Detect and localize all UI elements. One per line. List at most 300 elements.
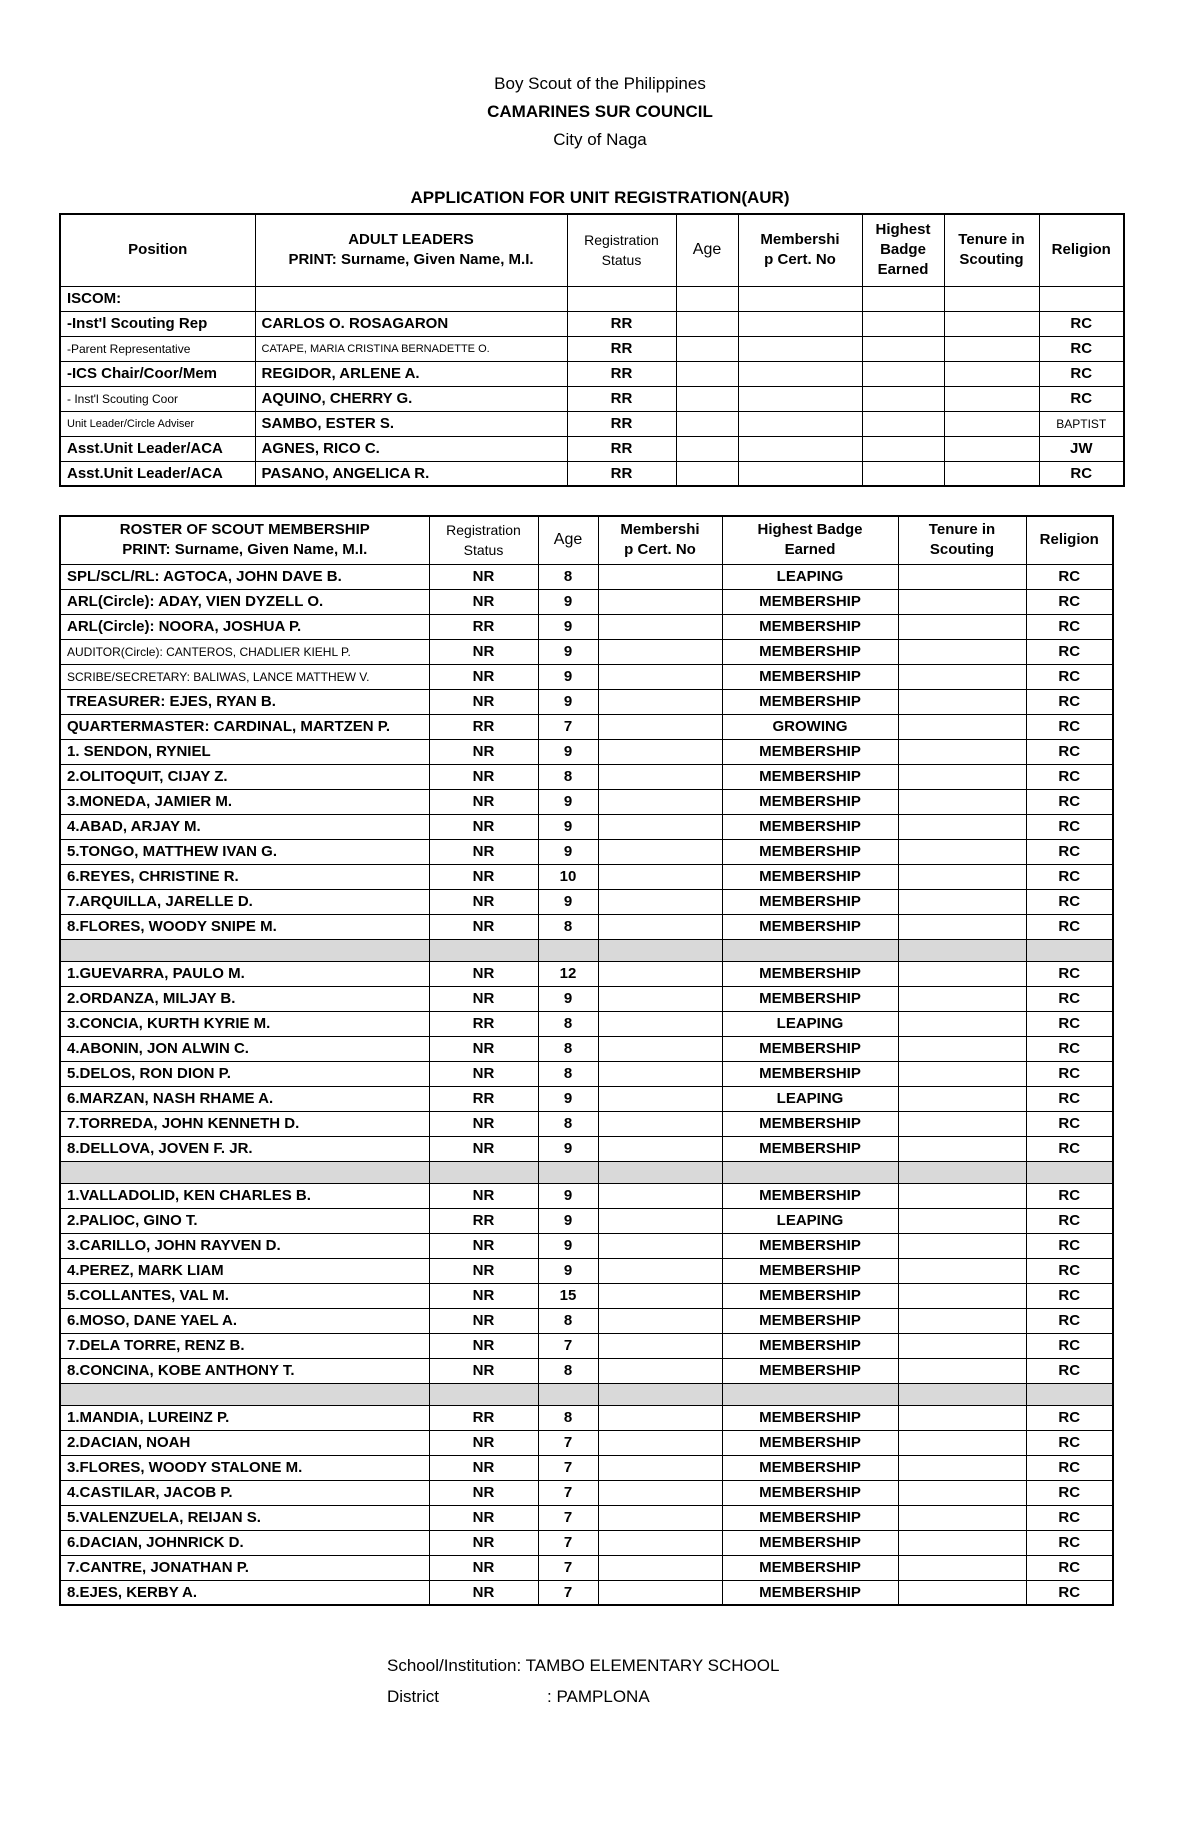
membership-cert-cell: [598, 589, 722, 614]
scout-name-cell: 3.CARILLO, JOHN RAYVEN D.: [60, 1233, 429, 1258]
age-cell: 10: [538, 864, 598, 889]
religion-cell: RC: [1026, 664, 1113, 689]
highest-badge-cell: LEAPING: [722, 1011, 898, 1036]
leader-name-cell: AGNES, RICO C.: [255, 436, 567, 461]
tenure-cell: [898, 564, 1026, 589]
registration-status-cell: NR: [429, 1358, 538, 1383]
membership-cert-cell: [738, 436, 862, 461]
tenure-cell: [898, 614, 1026, 639]
col-age: Age: [676, 214, 738, 286]
scout-name-cell: QUARTERMASTER: CARDINAL, MARTZEN P.: [60, 714, 429, 739]
scout-row: [60, 564, 1113, 589]
age-cell: 9: [538, 789, 598, 814]
adult-leaders-table: [59, 213, 1125, 487]
scout-name-cell: 6.MOSO, DANE YAEL A.: [60, 1308, 429, 1333]
registration-status-cell: NR: [429, 689, 538, 714]
separator-cell: [60, 1161, 429, 1183]
tenure-cell: [898, 1111, 1026, 1136]
registration-status-cell: RR: [567, 336, 676, 361]
iscom-label: ISCOM:: [60, 286, 255, 311]
scout-name-cell: ARL(Circle): NOORA, JOSHUA P.: [60, 614, 429, 639]
membership-cert-cell: [598, 1283, 722, 1308]
registration-status-cell: RR: [567, 361, 676, 386]
age-cell: 8: [538, 1111, 598, 1136]
scout-row: [60, 664, 1113, 689]
col-religion: Religion: [1026, 516, 1113, 564]
scout-name-cell: 7.CANTRE, JONATHAN P.: [60, 1555, 429, 1580]
age-cell: 8: [538, 1405, 598, 1430]
religion-cell: RC: [1026, 764, 1113, 789]
tenure-cell: [898, 839, 1026, 864]
separator-cell: [722, 939, 898, 961]
position-cell: Asst.Unit Leader/ACA: [60, 461, 255, 486]
registration-status-cell: NR: [429, 1505, 538, 1530]
scout-row: [60, 1333, 1113, 1358]
religion-cell: RC: [1026, 689, 1113, 714]
age-cell: 7: [538, 1530, 598, 1555]
highest-badge-cell: [862, 386, 944, 411]
registration-status-cell: NR: [429, 961, 538, 986]
membership-cert-cell: [598, 1208, 722, 1233]
age-cell: 8: [538, 764, 598, 789]
separator-cell: [898, 939, 1026, 961]
highest-badge-cell: MEMBERSHIP: [722, 1555, 898, 1580]
tenure-cell: [898, 1333, 1026, 1358]
age-cell: 8: [538, 914, 598, 939]
religion-cell: RC: [1026, 1333, 1113, 1358]
registration-status-cell: NR: [429, 1430, 538, 1455]
age-cell: 9: [538, 1208, 598, 1233]
school-label: School/Institution:: [387, 1656, 522, 1675]
separator-cell: [598, 1383, 722, 1405]
document-header: [0, 70, 1200, 154]
scout-row: [60, 789, 1113, 814]
membership-cert-cell: [598, 1358, 722, 1383]
religion-cell: RC: [1026, 1061, 1113, 1086]
scout-row: [60, 1580, 1113, 1605]
tenure-cell: [944, 311, 1039, 336]
age-cell: 9: [538, 889, 598, 914]
scout-row: [60, 1036, 1113, 1061]
membership-cert-cell: [598, 714, 722, 739]
district-value: : PAMPLONA: [547, 1687, 650, 1706]
scout-row: [60, 1233, 1113, 1258]
membership-cert-cell: [598, 564, 722, 589]
col-tenure: Tenure in Scouting: [898, 516, 1026, 564]
membership-cert-cell: [598, 1530, 722, 1555]
position-cell: Unit Leader/Circle Adviser: [60, 411, 255, 436]
age-cell: 9: [538, 639, 598, 664]
scout-row: [60, 1283, 1113, 1308]
tenure-cell: [898, 1455, 1026, 1480]
religion-cell: RC: [1026, 1233, 1113, 1258]
form-title: APPLICATION FOR UNIT REGISTRATION(AUR): [410, 188, 790, 207]
highest-badge-cell: LEAPING: [722, 564, 898, 589]
tenure-cell: [898, 986, 1026, 1011]
tenure-cell: [944, 411, 1039, 436]
age-cell: 9: [538, 1136, 598, 1161]
highest-badge-cell: MEMBERSHIP: [722, 614, 898, 639]
separator-cell: [538, 1383, 598, 1405]
highest-badge-cell: MEMBERSHIP: [722, 839, 898, 864]
tenure-cell: [898, 639, 1026, 664]
age-cell: 9: [538, 1086, 598, 1111]
highest-badge-cell: [862, 411, 944, 436]
membership-cert-cell: [598, 689, 722, 714]
scout-name-cell: 1.GUEVARRA, PAULO M.: [60, 961, 429, 986]
scout-row: [60, 1258, 1113, 1283]
scout-name-cell: 4.CASTILAR, JACOB P.: [60, 1480, 429, 1505]
highest-badge-cell: MEMBERSHIP: [722, 814, 898, 839]
col-membership-cert: Membershi p Cert. No: [738, 214, 862, 286]
membership-cert-cell: [598, 864, 722, 889]
membership-cert-cell: [598, 1308, 722, 1333]
membership-cert-cell: [598, 1183, 722, 1208]
scout-row: [60, 1555, 1113, 1580]
scout-row: [60, 1061, 1113, 1086]
tenure-cell: [898, 1183, 1026, 1208]
scout-row: [60, 1480, 1113, 1505]
col-roster-name: ROSTER OF SCOUT MEMBERSHIP PRINT: Surname, Given Name, M.I.: [60, 516, 429, 564]
registration-status-cell: NR: [429, 789, 538, 814]
membership-cert-cell: [738, 461, 862, 486]
religion-cell: RC: [1026, 614, 1113, 639]
col-age: Age: [538, 516, 598, 564]
col-religion: Religion: [1039, 214, 1124, 286]
separator-cell: [898, 1161, 1026, 1183]
position-cell: Asst.Unit Leader/ACA: [60, 436, 255, 461]
age-cell: 9: [538, 1233, 598, 1258]
religion-cell: RC: [1026, 1358, 1113, 1383]
tenure-cell: [898, 789, 1026, 814]
highest-badge-cell: MEMBERSHIP: [722, 889, 898, 914]
col-highest-badge: Highest Badge Earned: [722, 516, 898, 564]
membership-cert-cell: [598, 1011, 722, 1036]
school-value: TAMBO ELEMENTARY SCHOOL: [525, 1656, 780, 1675]
scout-name-cell: 1.VALLADOLID, KEN CHARLES B.: [60, 1183, 429, 1208]
religion-cell: RC: [1026, 1111, 1113, 1136]
scout-row: [60, 1430, 1113, 1455]
highest-badge-cell: MEMBERSHIP: [722, 1530, 898, 1555]
highest-badge-cell: [862, 311, 944, 336]
age-cell: 7: [538, 1455, 598, 1480]
registration-status-cell: NR: [429, 739, 538, 764]
membership-cert-cell: [598, 764, 722, 789]
religion-cell: RC: [1026, 639, 1113, 664]
registration-status-cell: RR: [567, 411, 676, 436]
age-cell: [676, 386, 738, 411]
tenure-cell: [898, 714, 1026, 739]
registration-status-cell: NR: [429, 814, 538, 839]
registration-status-cell: NR: [429, 1455, 538, 1480]
membership-cert-cell: [598, 1455, 722, 1480]
age-cell: 9: [538, 589, 598, 614]
religion-cell: RC: [1026, 1208, 1113, 1233]
age-cell: 15: [538, 1283, 598, 1308]
registration-status-cell: NR: [429, 864, 538, 889]
age-cell: 9: [538, 614, 598, 639]
tenure-cell: [898, 1136, 1026, 1161]
tenure-cell: [898, 1233, 1026, 1258]
scout-row: [60, 589, 1113, 614]
membership-cert-cell: [738, 386, 862, 411]
separator-cell: [1026, 1383, 1113, 1405]
scout-row: [60, 1358, 1113, 1383]
highest-badge-cell: [862, 461, 944, 486]
scout-name-cell: 8.DELLOVA, JOVEN F. JR.: [60, 1136, 429, 1161]
registration-status-cell: NR: [429, 1333, 538, 1358]
registration-status-cell: RR: [429, 614, 538, 639]
highest-badge-cell: MEMBERSHIP: [722, 1333, 898, 1358]
org-name: Boy Scout of the Philippines: [494, 74, 706, 93]
scout-name-cell: 4.ABONIN, JON ALWIN C.: [60, 1036, 429, 1061]
scout-name-cell: 2.DACIAN, NOAH: [60, 1430, 429, 1455]
registration-status-cell: NR: [429, 1258, 538, 1283]
registration-status-cell: NR: [429, 1136, 538, 1161]
age-cell: 7: [538, 1580, 598, 1605]
registration-status-cell: NR: [429, 664, 538, 689]
religion-cell: RC: [1026, 1480, 1113, 1505]
highest-badge-cell: MEMBERSHIP: [722, 1308, 898, 1333]
membership-cert-cell: [598, 914, 722, 939]
religion-cell: RC: [1026, 1430, 1113, 1455]
separator-cell: [1026, 939, 1113, 961]
position-cell: -Parent Representative: [60, 336, 255, 361]
tenure-cell: [898, 961, 1026, 986]
religion-cell: RC: [1026, 1530, 1113, 1555]
age-cell: [676, 436, 738, 461]
highest-badge-cell: MEMBERSHIP: [722, 1580, 898, 1605]
highest-badge-cell: MEMBERSHIP: [722, 864, 898, 889]
highest-badge-cell: MEMBERSHIP: [722, 1430, 898, 1455]
adult-leader-row: [60, 361, 1124, 386]
tenure-cell: [898, 689, 1026, 714]
scout-row: [60, 1308, 1113, 1333]
separator-cell: [60, 939, 429, 961]
tenure-cell: [898, 1405, 1026, 1430]
scout-row: [60, 889, 1113, 914]
leader-name-cell: REGIDOR, ARLENE A.: [255, 361, 567, 386]
membership-cert-cell: [598, 986, 722, 1011]
religion-cell: RC: [1026, 914, 1113, 939]
age-cell: 9: [538, 739, 598, 764]
col-adult-leaders: ADULT LEADERS PRINT: Surname, Given Name, M.I.: [255, 214, 567, 286]
religion-cell: RC: [1026, 814, 1113, 839]
highest-badge-cell: MEMBERSHIP: [722, 961, 898, 986]
scout-name-cell: 2.ORDANZA, MILJAY B.: [60, 986, 429, 1011]
membership-cert-cell: [598, 789, 722, 814]
registration-status-cell: NR: [429, 1061, 538, 1086]
council-name: CAMARINES SUR COUNCIL: [487, 102, 713, 121]
highest-badge-cell: MEMBERSHIP: [722, 664, 898, 689]
age-cell: 12: [538, 961, 598, 986]
scout-row: [60, 739, 1113, 764]
scout-name-cell: 6.MARZAN, NASH RHAME A.: [60, 1086, 429, 1111]
leader-name-cell: AQUINO, CHERRY G.: [255, 386, 567, 411]
religion-cell: RC: [1039, 361, 1124, 386]
roster-table-header-row: [60, 516, 1113, 564]
scout-row: [60, 814, 1113, 839]
col-position: Position: [60, 214, 255, 286]
tenure-cell: [898, 1036, 1026, 1061]
scout-row: [60, 986, 1113, 1011]
registration-status-cell: NR: [429, 1580, 538, 1605]
tenure-cell: [898, 764, 1026, 789]
membership-cert-cell: [598, 1258, 722, 1283]
registration-status-cell: RR: [429, 1011, 538, 1036]
age-cell: 8: [538, 1308, 598, 1333]
adult-leader-row: [60, 386, 1124, 411]
highest-badge-cell: MEMBERSHIP: [722, 914, 898, 939]
age-cell: [676, 311, 738, 336]
age-cell: 9: [538, 664, 598, 689]
highest-badge-cell: MEMBERSHIP: [722, 764, 898, 789]
highest-badge-cell: MEMBERSHIP: [722, 1455, 898, 1480]
membership-cert-cell: [598, 1580, 722, 1605]
group-separator-row: [60, 1383, 1113, 1405]
school-line: [387, 1650, 779, 1681]
adult-leader-row: [60, 411, 1124, 436]
tenure-cell: [898, 1283, 1026, 1308]
membership-cert-cell: [598, 889, 722, 914]
registration-status-cell: NR: [429, 1308, 538, 1333]
religion-cell: RC: [1026, 739, 1113, 764]
scout-row: [60, 1011, 1113, 1036]
age-cell: 7: [538, 714, 598, 739]
highest-badge-cell: [862, 436, 944, 461]
document-footer: [387, 1650, 779, 1712]
highest-badge-cell: MEMBERSHIP: [722, 1405, 898, 1430]
separator-cell: [429, 939, 538, 961]
tenure-cell: [898, 1086, 1026, 1111]
separator-cell: [538, 939, 598, 961]
age-cell: 7: [538, 1505, 598, 1530]
registration-status-cell: NR: [429, 764, 538, 789]
religion-cell: RC: [1026, 789, 1113, 814]
membership-cert-cell: [598, 1505, 722, 1530]
scout-row: [60, 764, 1113, 789]
registration-status-cell: NR: [429, 639, 538, 664]
registration-status-cell: NR: [429, 1233, 538, 1258]
registration-status-cell: NR: [429, 564, 538, 589]
separator-cell: [722, 1383, 898, 1405]
scout-row: [60, 1183, 1113, 1208]
leader-name-cell: SAMBO, ESTER S.: [255, 411, 567, 436]
scout-row: [60, 961, 1113, 986]
age-cell: 8: [538, 564, 598, 589]
highest-badge-cell: MEMBERSHIP: [722, 1061, 898, 1086]
adult-leader-row: [60, 461, 1124, 486]
tenure-cell: [898, 1580, 1026, 1605]
scout-name-cell: 8.FLORES, WOODY SNIPE M.: [60, 914, 429, 939]
membership-cert-cell: [598, 961, 722, 986]
religion-cell: RC: [1026, 589, 1113, 614]
highest-badge-cell: [862, 361, 944, 386]
scout-name-cell: 5.COLLANTES, VAL M.: [60, 1283, 429, 1308]
scout-name-cell: 7.ARQUILLA, JARELLE D.: [60, 889, 429, 914]
adult-table-header-row: [60, 214, 1124, 286]
registration-status-cell: NR: [429, 1111, 538, 1136]
tenure-cell: [944, 336, 1039, 361]
separator-cell: [429, 1383, 538, 1405]
scout-row: [60, 714, 1113, 739]
religion-cell: RC: [1026, 1505, 1113, 1530]
highest-badge-cell: MEMBERSHIP: [722, 789, 898, 814]
religion-cell: RC: [1026, 1308, 1113, 1333]
leader-name-cell: CARLOS O. ROSAGARON: [255, 311, 567, 336]
age-cell: 7: [538, 1333, 598, 1358]
col-registration-status: Registration Status: [567, 214, 676, 286]
age-cell: 8: [538, 1011, 598, 1036]
group-separator-row: [60, 939, 1113, 961]
scout-name-cell: 4.ABAD, ARJAY M.: [60, 814, 429, 839]
tenure-cell: [898, 1061, 1026, 1086]
religion-cell: RC: [1026, 1136, 1113, 1161]
membership-cert-cell: [598, 739, 722, 764]
age-cell: 9: [538, 986, 598, 1011]
col-highest-badge: Highest Badge Earned: [862, 214, 944, 286]
adult-leader-row: [60, 311, 1124, 336]
religion-cell: RC: [1039, 336, 1124, 361]
religion-cell: JW: [1039, 436, 1124, 461]
scout-name-cell: ARL(Circle): ADAY, VIEN DYZELL O.: [60, 589, 429, 614]
religion-cell: RC: [1026, 1183, 1113, 1208]
highest-badge-cell: MEMBERSHIP: [722, 1358, 898, 1383]
membership-cert-cell: [598, 614, 722, 639]
scout-row: [60, 1111, 1113, 1136]
tenure-cell: [898, 664, 1026, 689]
tenure-cell: [898, 589, 1026, 614]
separator-cell: [538, 1161, 598, 1183]
age-cell: [676, 361, 738, 386]
position-cell: -Inst'l Scouting Rep: [60, 311, 255, 336]
adult-leader-row: [60, 336, 1124, 361]
tenure-cell: [898, 1308, 1026, 1333]
position-cell: - Inst'l Scouting Coor: [60, 386, 255, 411]
membership-cert-cell: [738, 361, 862, 386]
religion-cell: RC: [1026, 1086, 1113, 1111]
religion-cell: RC: [1026, 986, 1113, 1011]
tenure-cell: [898, 739, 1026, 764]
membership-cert-cell: [598, 1333, 722, 1358]
religion-cell: RC: [1026, 1580, 1113, 1605]
tenure-cell: [898, 1430, 1026, 1455]
membership-cert-cell: [598, 1233, 722, 1258]
highest-badge-cell: MEMBERSHIP: [722, 1036, 898, 1061]
col-membership-cert: Membershi p Cert. No: [598, 516, 722, 564]
religion-cell: RC: [1026, 1011, 1113, 1036]
scout-row: [60, 1086, 1113, 1111]
membership-cert-cell: [598, 1136, 722, 1161]
religion-cell: BAPTIST: [1039, 411, 1124, 436]
separator-cell: [722, 1161, 898, 1183]
scout-row: [60, 1455, 1113, 1480]
registration-status-cell: RR: [567, 436, 676, 461]
tenure-cell: [898, 1530, 1026, 1555]
scout-name-cell: SCRIBE/SECRETARY: BALIWAS, LANCE MATTHEW V.: [60, 664, 429, 689]
tenure-cell: [898, 1208, 1026, 1233]
membership-cert-cell: [598, 839, 722, 864]
col-registration-status: Registration Status: [429, 516, 538, 564]
scout-name-cell: TREASURER: EJES, RYAN B.: [60, 689, 429, 714]
tenure-cell: [898, 1505, 1026, 1530]
scout-name-cell: 3.FLORES, WOODY STALONE M.: [60, 1455, 429, 1480]
registration-status-cell: NR: [429, 1555, 538, 1580]
scout-row: [60, 639, 1113, 664]
membership-cert-cell: [598, 1036, 722, 1061]
registration-status-cell: RR: [429, 1405, 538, 1430]
city-name: City of Naga: [553, 130, 647, 149]
